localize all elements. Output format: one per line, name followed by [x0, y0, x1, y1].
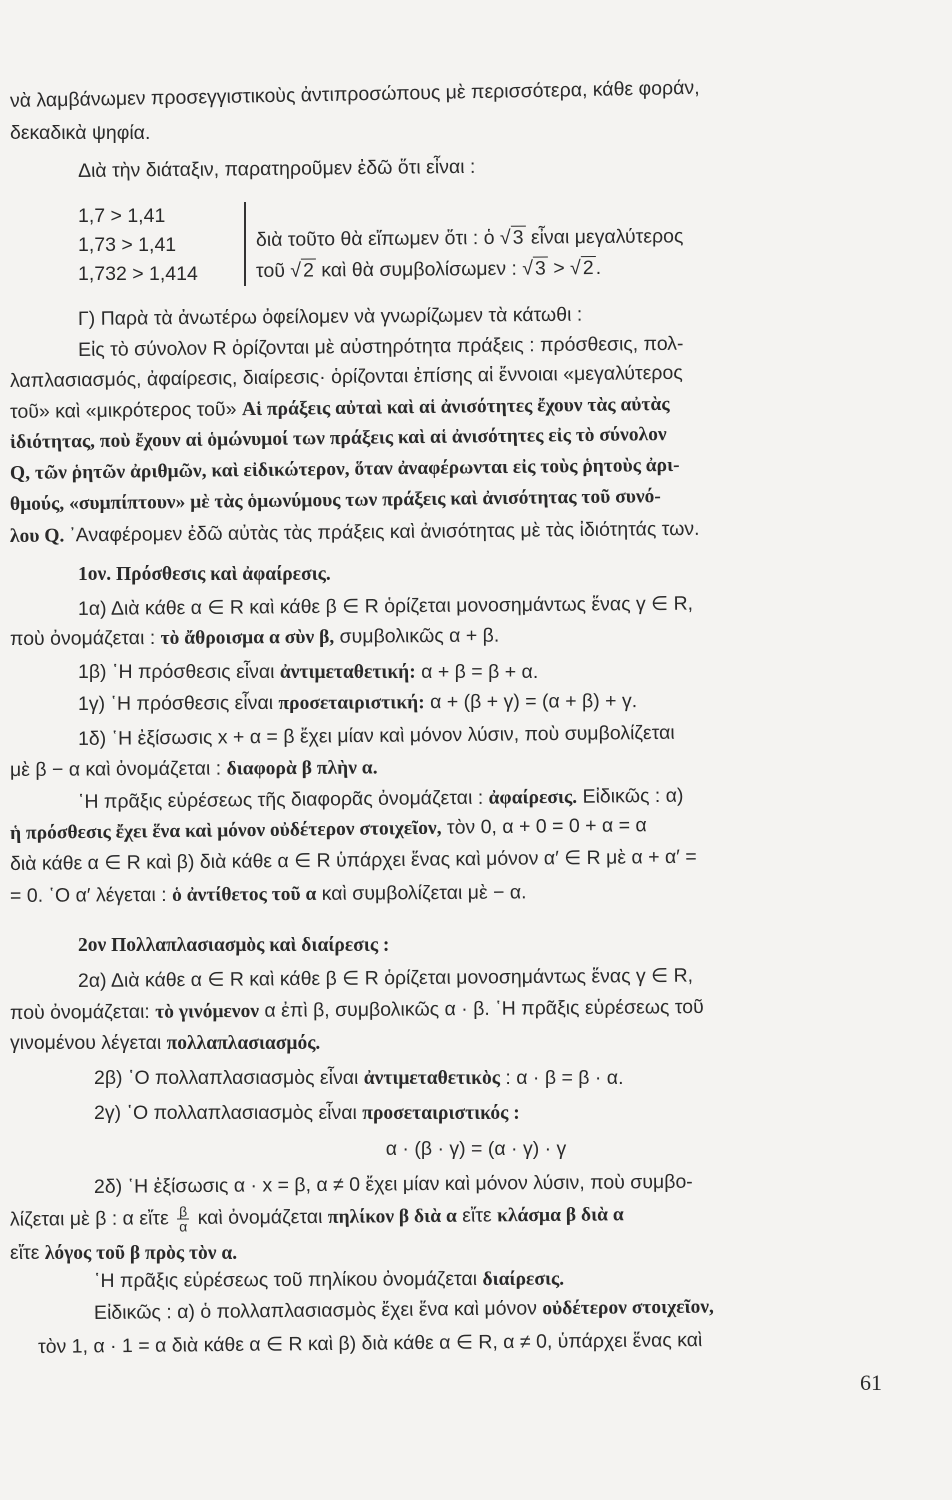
text-line: ἡ πρόσθεσις ἔχει ἕνα καὶ μόνον οὐδέτερον στοιχεῖον, τὸν 0, α + 0 = 0 + α = α [9, 814, 647, 844]
comparison-statement [256, 223, 684, 253]
text-line: ἰδιότητας, ποὺ ἔχουν αἱ ὁμώνυμοί των πράξεις καὶ αἱ ἀνισότητες εἰς τὸ σύνολον [9, 423, 667, 453]
comparison-statement: τοῦ √2 καὶ θὰ συμβολίσωμεν : √3 > √2. [255, 256, 602, 282]
text-line: θμούς, «συμπίπτουν» μὲ τὰς ὁμωνύμους των πράξεις καὶ ἀνισότητας τοῦ συνό- [9, 486, 661, 515]
sqrt-symbol: √2 [290, 259, 315, 282]
text-line: ποὺ ὀνομάζεται : τὸ ἄθροισμα α σὺν β, συμβολικῶς α + β. [9, 624, 500, 650]
section-heading: 1ον. Πρόσθεσις καὶ ἀφαίρεσις. [78, 564, 331, 585]
text-line: 1γ) ῾Η πρόσθεσις εἶναι προσεταιριστική: α + (β + γ) = (α + β) + γ. [77, 690, 638, 715]
text-line: = 0. ῾Ο α′ λέγεται : ὁ ἀντίθετος τοῦ α καὶ συμβολίζεται μὲ − α. [9, 881, 527, 907]
text-line: δεκαδικὰ ψηφία. [10, 122, 151, 144]
sqrt-symbol: √3 [522, 257, 546, 280]
text-line: Γ) Παρὰ τὰ ἀνωτέρω ὀφείλομεν νὰ γνωρίζωμεν τὰ κάτωθι : [77, 303, 583, 330]
text-line: 1β) ῾Η πρόσθεσις εἶναι ἀντιμεταθετική: α + β = β + α. [78, 661, 539, 683]
statement-text: εἶναι μεγαλύτερος [525, 225, 684, 249]
text-line: 2β) ῾Ο πολλαπλασιασμὸς εἶναι ἀντιμεταθετικὸς : α · β = β · α. [94, 1067, 624, 1089]
text-line: 2δ) ῾Η ἐξίσωσις α · x = β, α ≠ 0 ἔχει μίαν καὶ μόνον λύσιν, ποὺ συμβο- [93, 1170, 693, 1198]
comparison-row: 1,732 > 1,414 [78, 263, 198, 285]
text-line: ποὺ ὀνομάζεται: τὸ γινόμενον α ἐπὶ β, συμβολικῶς α · β. ῾Η πρᾶξις εὑρέσεως τοῦ [9, 995, 704, 1024]
sqrt-symbol: √2 [570, 257, 594, 280]
text-line: τοῦ» καὶ «μικρότερος τοῦ» Αἱ πράξεις αὐταὶ καὶ αἱ ἀνισότητες ἔχουν τὰς αὐτὰς [9, 393, 670, 423]
page-number: 61 [860, 1370, 882, 1395]
section-heading: 2ον Πολλαπλασιασμὸς καὶ διαίρεσις : [78, 935, 390, 956]
text-line: ῾Η πρᾶξις εὑρέσεως τῆς διαφορᾶς ὀνομάζεται : ἀφαίρεσις. Εἰδικῶς : α) [77, 784, 684, 813]
text-line: 1α) Διὰ κάθε α ∈ R καὶ κάθε β ∈ R ὁρίζεται μονοσημάντως ἕνας γ ∈ R, [77, 592, 694, 620]
comparison-row: 1,73 > 1,41 [78, 234, 177, 256]
fraction: $\frac{\beta}{\alpha}$ [179, 1203, 188, 1235]
text-line: 2α) Διὰ κάθε α ∈ R καὶ κάθε β ∈ R ὁρίζεται μονοσημάντως ἕνας γ ∈ R, [77, 964, 694, 992]
text-line: Διὰ τὴν διάταξιν, παρατηροῦμεν ἐδῶ ὅτι εἶναι : [77, 155, 476, 182]
formula: α · (β · γ) = (α · γ) · γ [385, 1138, 567, 1160]
text-line: εἴτε λόγος τοῦ β πρὸς τὸν α. [10, 1242, 238, 1264]
text-line: τὸν 1, α · 1 = α διὰ κάθε α ∈ R καὶ β) διὰ κάθε α ∈ R, α ≠ 0, ὑπάρχει ἕνας καὶ [37, 1329, 703, 1358]
sqrt-symbol: √3 [499, 226, 524, 249]
vertical-divider [244, 202, 246, 286]
text-line: λαπλασιασμός, ἀφαίρεσις, διαίρεσις· ὁρίζονται ἐπίσης αἱ ἔννοιαι «μεγαλύτερος [9, 361, 683, 392]
text-line: ῾Η πρᾶξις εὑρέσεως τοῦ πηλίκου ὀνομάζεται διαίρεσις. [93, 1267, 565, 1292]
text-line: Εἰδικῶς : α) ὁ πολλαπλασιασμὸς ἔχει ἕνα καὶ μόνον οὐδέτερον στοιχεῖον, [93, 1296, 714, 1324]
text-line: νὰ λαμβάνωμεν προσεγγιστικοὺς ἀντιπροσώπους μὲ περισσότερα, κάθε φοράν, [9, 76, 700, 112]
text-line: λου Q. ᾿Αναφέρομεν ἐδῶ αὐτὰς τὰς πράξεις καὶ ἀνισότητας μὲ τὰς ἰδιότητάς των. [9, 517, 700, 547]
text-line: λίζεται μὲ β : α εἴτε $\frac{\beta}{\alpha}$ καὶ ὀνομάζεται πηλίκον β διὰ α εἴτε κλάσμα β διὰ α [9, 1203, 624, 1235]
text-line: διὰ κάθε α ∈ R καὶ β) διὰ κάθε α ∈ R ὑπάρχει ἕνας καὶ μόνον α′ ∈ R μὲ α + α′ = [9, 845, 697, 875]
text-line: Εἰς τὸ σύνολον R ὁρίζονται μὲ αὐστηρότητα πράξεις : πρόσθεσις, πολ- [77, 332, 684, 361]
text-line: 2γ) ῾Ο πολλαπλασιασμὸς εἶναι προσεταιριστικός : [94, 1102, 520, 1124]
text-line: 1δ) ῾Η ἐξίσωσις x + α = β ἔχει μίαν καὶ μόνον λύσιν, ποὺ συμβολίζεται [77, 721, 675, 750]
text-line: γινομένου λέγεται πολλαπλασιασμός. [10, 1032, 321, 1054]
text-line: Q, τῶν ῥητῶν ἀριθμῶν, καὶ εἰδικώτερον, ὅταν ἀναφέρωνται εἰς τοὺς ῥητοὺς ἀρι- [9, 454, 680, 484]
statement-text: διὰ τοῦτο θὰ εἴπωμεν ὅτι : ὁ [255, 226, 501, 251]
statement-text: καὶ θὰ συμβολίσωμεν : [315, 257, 523, 282]
statement-text: τοῦ [255, 259, 291, 282]
comparison-row: 1,7 > 1,41 [78, 205, 166, 227]
text-line: μὲ β − α καὶ ὀνομάζεται : διαφορὰ β πλὴν α. [9, 757, 378, 781]
